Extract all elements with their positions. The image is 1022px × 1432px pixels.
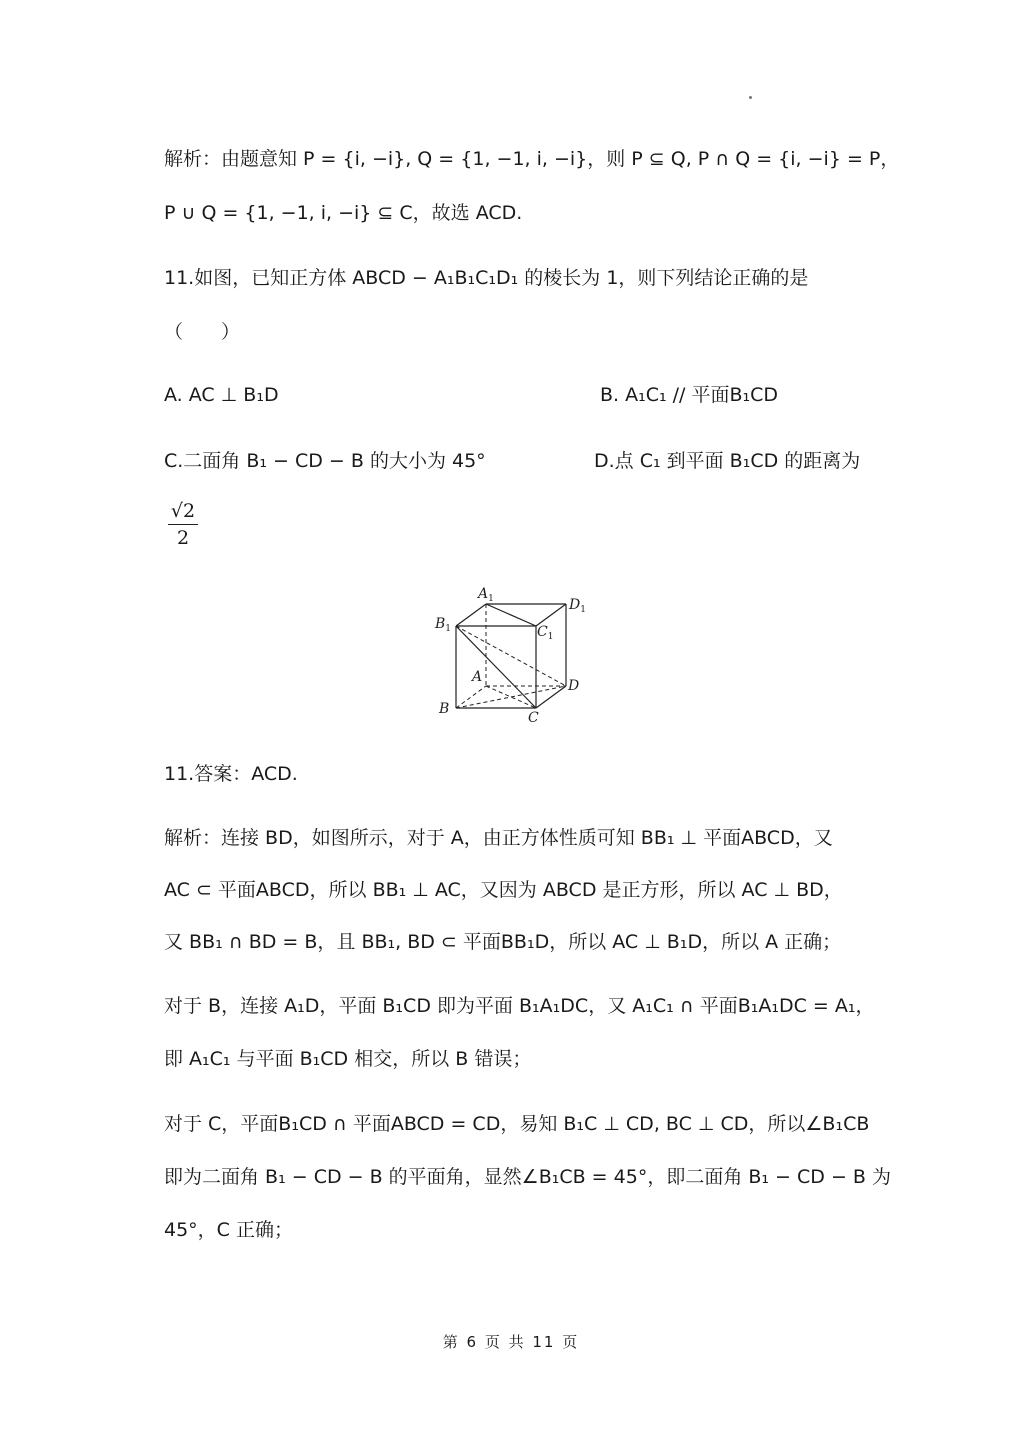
- solution-line-4: 对于 B，连接 A₁D，平面 B₁CD 即为平面 B₁A₁DC，又 A₁C₁ ∩ 平面B₁A₁DC = A₁，: [164, 995, 875, 1017]
- sqrt2-over-2-fraction: [168, 500, 198, 549]
- fraction-numerator: √2: [168, 500, 198, 525]
- edge-b1-a1: [456, 604, 486, 626]
- question-11-stem: 11.如图，已知正方体 ABCD − A₁B₁C₁D₁ 的棱长为 1，则下列结论正确的是: [164, 267, 809, 289]
- label-b1: $B_1$: [435, 616, 452, 634]
- label-c1: $C_1$: [537, 624, 554, 642]
- fraction-denominator: 2: [176, 527, 190, 549]
- option-a: A. AC ⊥ B₁D: [164, 384, 279, 406]
- solution-line-5: 即 A₁C₁ 与平面 B₁CD 相交，所以 B 错误；: [164, 1048, 532, 1070]
- solution-line-6: 对于 C，平面B₁CD ∩ 平面ABCD = CD，易知 B₁C ⊥ CD, BC ⊥ CD，所以∠B₁CB: [164, 1113, 870, 1135]
- solution-line-3: 又 BB₁ ∩ BD = B，且 BB₁, BD ⊂ 平面BB₁D，所以 AC ⊥ B₁D，所以 A 正确；: [164, 931, 842, 953]
- edge-c-d: [536, 686, 566, 708]
- option-d: D.点 C₁ 到平面 B₁CD 的距离为: [594, 450, 861, 472]
- option-c: C.二面角 B₁ − CD − B 的大小为 45°: [164, 450, 486, 472]
- label-c: C: [528, 710, 539, 726]
- hidden-line-b-d: [456, 686, 566, 708]
- label-a: A: [472, 669, 483, 685]
- analysis-line-1: 解析：由题意知 P = {i, −i}, Q = {1, −1, i, −i}，则 P ⊆ Q, P ∩ Q = {i, −i} = P，: [164, 148, 900, 170]
- page-footer: 第 6 页 共 11 页: [442, 1333, 580, 1351]
- solution-line-1: 解析：连接 BD，如图所示，对于 A，由正方体性质可知 BB₁ ⊥ 平面ABCD，又: [164, 827, 833, 849]
- diagonal-b1-c: [456, 626, 536, 708]
- solution-line-8: 45°，C 正确；: [164, 1219, 293, 1241]
- cube-figure: [426, 582, 596, 727]
- stray-mark: [749, 96, 752, 99]
- label-d: D: [568, 678, 580, 694]
- answer-parentheses: （ ）: [164, 321, 241, 343]
- analysis-line-2: P ∪ Q = {1, −1, i, −i} ⊆ C，故选 ACD.: [164, 202, 523, 224]
- label-b: B: [439, 701, 450, 717]
- solution-line-2: AC ⊂ 平面ABCD，所以 BB₁ ⊥ AC，又因为 ABCD 是正方形，所以 AC ⊥ BD，: [164, 879, 843, 901]
- label-a1: $A_1$: [478, 586, 494, 604]
- edge-c1-d1: [536, 604, 566, 626]
- answer-11: 11.答案：ACD.: [164, 763, 298, 785]
- label-d1: $D_1$: [569, 597, 586, 615]
- solution-line-7: 即为二面角 B₁ − CD − B 的平面角，显然∠B₁CB = 45°，即二面角 B₁ − CD − B 为: [164, 1166, 891, 1188]
- diagonal-a1-c1: [486, 604, 536, 626]
- option-b: B. A₁C₁ // 平面B₁CD: [600, 384, 779, 406]
